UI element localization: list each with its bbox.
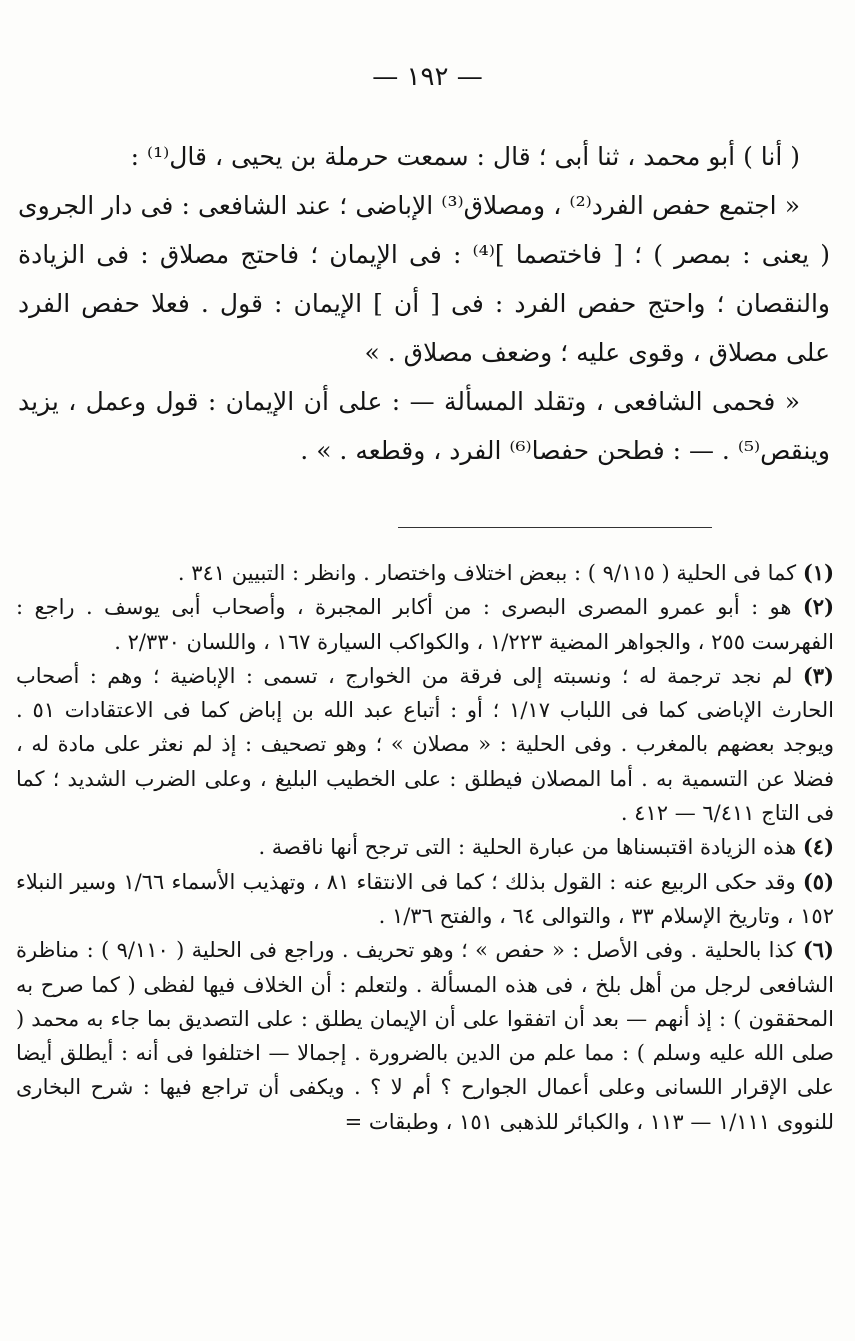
footnote	[16, 590, 834, 659]
footnote	[16, 933, 834, 1139]
footnotes	[16, 556, 834, 1139]
footnote-divider	[398, 527, 712, 528]
main-paragraph: ( أنا ) أبو محمد ، ثنا أبى ؛ قال : سمعت حرملة بن يحيى ، قال⁽¹⁾ :	[130, 142, 800, 171]
footnote-text: كذا بالحلية . وفى الأصل : « حفص » ؛ وهو تحريف . وراجع فى الحلية ( ٩/١١٠ ) : مناظرة الشافعى لرجل من أهل بلخ ، فى هذه المسألة . ولتعلم : أن الخلاف فيها لفظى ( كما صرح به المحققون ) : إذ أنهم — بعد أن اتفقوا على أن الإيمان يطلق : على التصديق بما جاء به محمد ( صلى الله عليه وسلم ) : مما علم من الدين بالضرورة . إجمالا — اختلفوا فى أنه : أيطلق أيضا على الإقرار اللسانى وعلى أعمال الجوارح ؟ أم لا ؟ . ويكفى أن تراجع فيها : شرح البخارى للنووى ١/١١١ — ١١٣ ، والكبائر للذهبى ١٥١ ، وطبقات =	[16, 938, 834, 1134]
footnote	[16, 556, 834, 590]
page-number: — ١٩٢ —	[372, 62, 483, 92]
main-paragraph: « فحمى الشافعى ، وتقلد المسألة — : على أن الإيمان : قول وعمل ، يزيد وينقص⁽⁵⁾ . — : فطحن حفصا⁽⁶⁾ الفرد ، وقطعه . » .	[18, 387, 830, 465]
footnote-text: هو : أبو عمرو المصرى البصرى : من أكابر المجبرة ، وأصحاب أبى يوسف . راجع : الفهرست ٢٥٥ ، والجواهر المضية ١/٢٢٣ ، والكواكب السيارة ١٦٧ ، واللسان ٢/٣٣٠ .	[16, 595, 834, 654]
footnote	[16, 865, 834, 934]
main-paragraph: « اجتمع حفص الفرد⁽²⁾ ، ومصلاق⁽³⁾ الإباضى ؛ عند الشافعى : فى دار الجروى ( يعنى : بمصر ) ؛ [ فاختصما ]⁽⁴⁾ : فى الإيمان ؛ فاحتج مصلاق : فى الزيادة والنقصان ؛ واحتج حفص الفرد : فى [ أن ] الإيمان : قول . فعلا حفص الفرد على مصلاق ، وقوى عليه ؛ وضعف مصلاق . »	[18, 191, 830, 367]
footnote-number: (٤)	[802, 834, 834, 860]
footnote-text: لم نجد ترجمة له ؛ ونسبته إلى فرقة من الخوارج ، تسمى : الإباضية ؛ وهم : أصحاب الحارث الإباضى كما فى اللباب ١/١٧ ؛ أو : أتباع عبد الله بن إباض كما فى الاعتقادات ٥١ . ويوجد بعضهم بالمغرب . وفى الحلية : « مصلان » ؛ وهو تصحيف : إذ لم نعثر على مادة له ، فضلا عن التسمية به . أما المصلان فيطلق : على الخطيب البليغ ، وعلى الضرب الشديد ؛ كما فى التاج ٦/٤١١ — ٤١٢ .	[16, 663, 834, 826]
footnote	[16, 830, 834, 864]
footnote-number: (١)	[802, 560, 834, 585]
footnote-text: كما فى الحلية ( ٩/١١٥ ) : ببعض اختلاف واختصار . وانظر : التبيين ٣٤١ .	[177, 561, 797, 585]
footnote-text: هذه الزيادة اقتبسناها من عبارة الحلية : التى ترجح أنها ناقصة .	[258, 835, 797, 860]
footnote-number: (٥)	[802, 868, 834, 894]
main-text	[18, 132, 830, 475]
footnote-number: (٢)	[802, 594, 834, 620]
footnote-number: (٣)	[802, 662, 834, 688]
footnote	[16, 659, 834, 830]
footnote-text: وقد حكى الربيع عنه : القول بذلك ؛ كما فى الانتقاء ٨١ ، وتهذيب الأسماء ١/٦٦ وسير النبلاء ١٥٢ ، وتاريخ الإسلام ٣٣ ، والتوالى ٦٤ ، والفتح ١/٣٦ .	[16, 869, 834, 928]
footnote-number: (٦)	[802, 937, 834, 963]
